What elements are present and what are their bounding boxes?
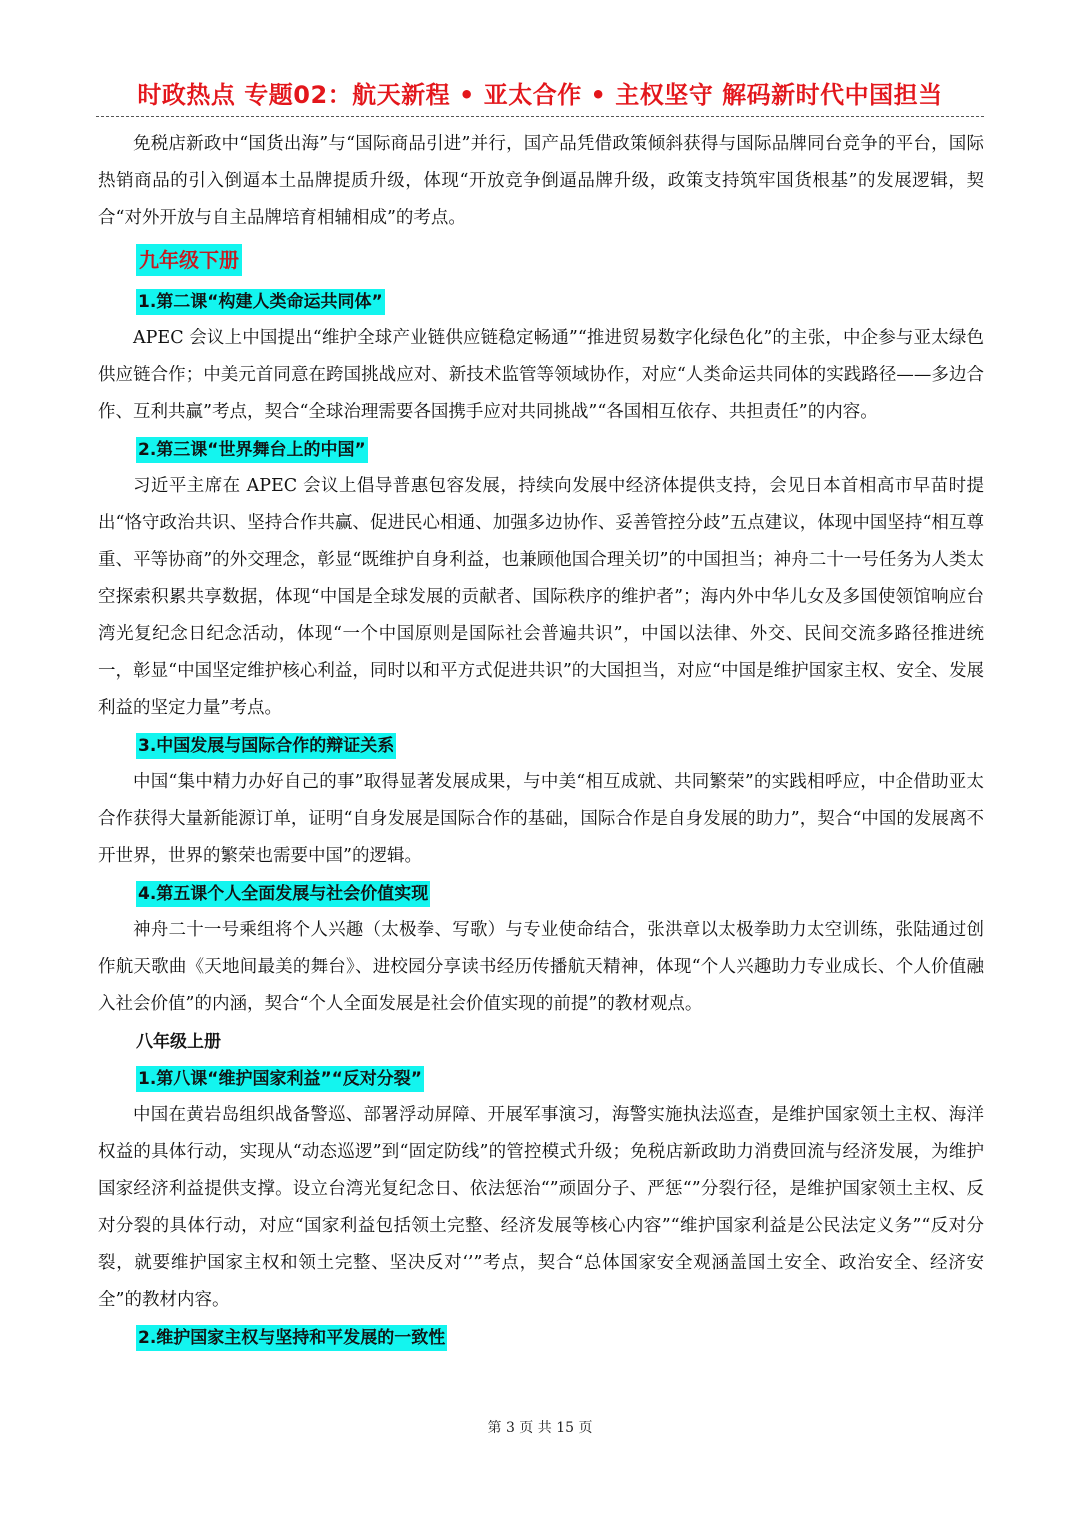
section-heading-row: [98, 431, 984, 468]
section-heading-row: [98, 727, 984, 764]
grade8-heading-row: [98, 1023, 984, 1060]
section-heading-g9-3: 3.中国发展与国际合作的辩证关系: [136, 733, 396, 759]
section-heading-g9-4: 4.第五课个人全面发展与社会价值实现: [136, 881, 430, 907]
paragraph-intro: 免税店新政中“国货出海”与“国际商品引进”并行，国产品凭借政策倾斜获得与国际品牌同台竞争的平台，国际热销商品的引入倒逼本土品牌提质升级，体现“开放竞争倒逼品牌升级，政策支持筑牢国货根基”的发展逻辑，契合“对外开放与自主品牌培育相辅相成”的考点。: [98, 134, 984, 228]
header-divider: [96, 116, 984, 117]
section-heading-row: [98, 1319, 984, 1356]
section-heading-g9-1: 1.第二课“构建人类命运共同体”: [136, 289, 385, 315]
paragraph-g9-4: 神舟二十一号乘组将个人兴趣（太极拳、写歌）与专业使命结合，张洪章以太极拳助力太空训练，张陆通过创作航天歌曲《天地间最美的舞台》、进校园分享读书经历传播航天精神，体现“个人兴趣助力专业成长、个人价值融入社会价值”的内涵，契合“个人全面发展是社会价值实现的前提”的教材观点。: [98, 920, 984, 1014]
page-number-footer: 第 3 页 共 15 页: [487, 1420, 593, 1436]
grade9-heading-row: [98, 237, 984, 283]
section-heading-g8-1: 1.第八课“维护国家利益”“反对分裂”: [136, 1066, 424, 1092]
page-header-title: 时政热点 专题02：航天新程 • 亚太合作 • 主权坚守 解码新时代中国担当: [137, 81, 943, 109]
document-body: [98, 126, 984, 1356]
grade8-heading: 八年级上册: [136, 1032, 221, 1052]
paragraph-g9-3: 中国“集中精力办好自己的事”取得显著发展成果，与中美“相互成就、共同繁荣”的实践相呼应，中企借助亚太合作获得大量新能源订单，证明“自身发展是国际合作的基础，国际合作是自身发展的助力”，契合“中国的发展离不开世界，世界的繁荣也需要中国”的逻辑。: [98, 772, 984, 866]
section-heading-g8-2: 2.维护国家主权与坚持和平发展的一致性: [136, 1325, 447, 1351]
section-heading-row: [98, 1060, 984, 1097]
grade9-heading: 九年级下册: [136, 244, 242, 276]
paragraph-g8-1: 中国在黄岩岛组织战备警巡、部署浮动屏障、开展军事演习，海警实施执法巡查，是维护国家领土主权、海洋权益的具体行动，实现从“动态巡逻”到“固定防线”的管控模式升级；免税店新政助力消费回流与经济发展，为维护国家经济利益提供支撑。设立台湾光复纪念日、依法惩治“”顽固分子、严惩“”分裂行径，是维护国家领土主权、反对分裂的具体行动，对应“国家利益包括领土完整、经济发展等核心内容”“维护国家利益是公民法定义务”“反对分裂，就要维护国家主权和领土完整、坚决反对‘’”考点，契合“总体国家安全观涵盖国土安全、政治安全、经济安全”的教材内容。: [98, 1105, 984, 1310]
section-heading-row: [98, 875, 984, 912]
paragraph-g9-2: 习近平主席在 APEC 会议上倡导普惠包容发展，持续向发展中经济体提供支持，会见日本首相高市早苗时提出“恪守政治共识、坚持合作共赢、促进民心相通、加强多边协作、妥善管控分歧”五点建议，体现中国坚持“相互尊重、平等协商”的外交理念，彰显“既维护自身利益，也兼顾他国合理关切”的中国担当；神舟二十一号任务为人类太空探索积累共享数据，体现“中国是全球发展的贡献者、国际秩序的维护者”；海内外中华儿女及多国使领馆响应台湾光复纪念日纪念活动，体现“一个中国原则是国际社会普遍共识”，中国以法律、外交、民间交流多路径推进统一，彰显“中国坚定维护核心利益，同时以和平方式促进共识”的大国担当，对应“中国是维护国家主权、安全、发展利益的坚定力量”考点。: [98, 476, 984, 718]
paragraph-g9-1: APEC 会议上中国提出“维护全球产业链供应链稳定畅通”“推进贸易数字化绿色化”的主张，中企参与亚太绿色供应链合作；中美元首同意在跨国挑战应对、新技术监管等领域协作，对应“人类命运共同体的实践路径——多边合作、互利共赢”考点，契合“全球治理需要各国携手应对共同挑战”“各国相互依存、共担责任”的内容。: [98, 328, 984, 422]
section-heading-row: [98, 283, 984, 320]
section-heading-g9-2: 2.第三课“世界舞台上的中国”: [136, 437, 368, 463]
